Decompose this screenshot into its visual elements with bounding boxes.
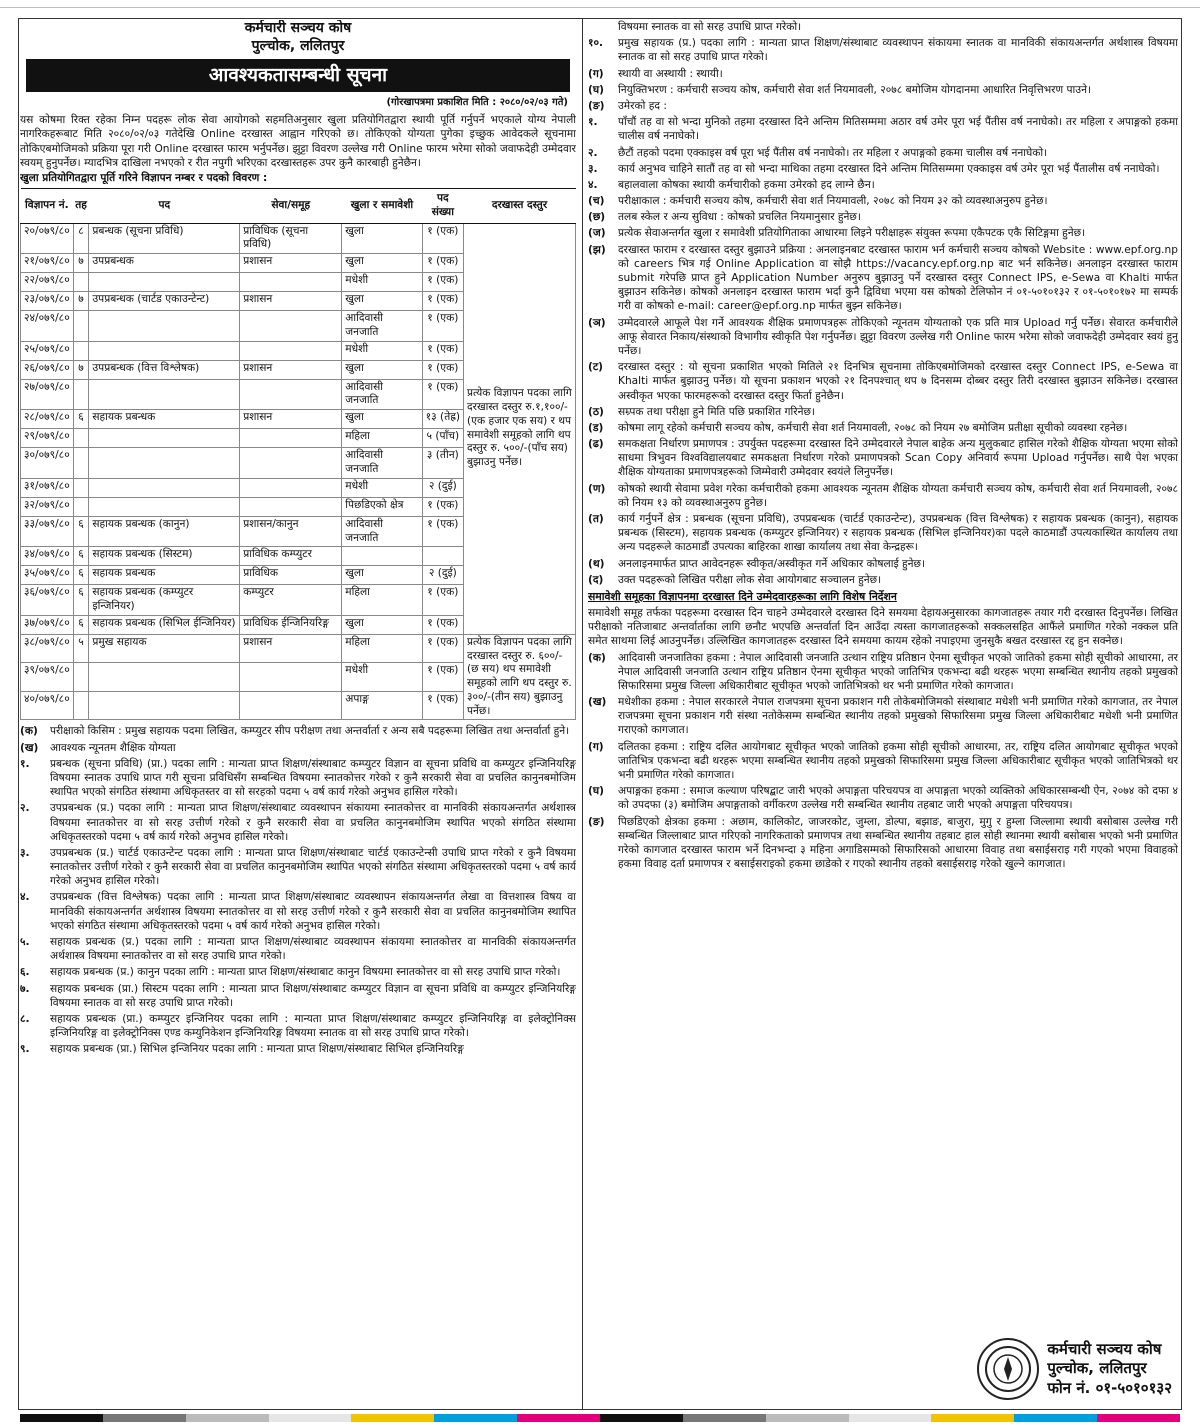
list-item bbox=[588, 210, 1178, 224]
item-number: ३. bbox=[20, 846, 30, 859]
table-cell: ३०/०७९/८० bbox=[21, 448, 74, 479]
item-text: सहायक प्रबन्धक (प्रा.) सिस्टम पदका लागि : मान्यता प्राप्त शिक्षण/संस्थाबाट कम्प्युटर विज्ञान वा सूचना प्रविधि वा कम्प्युटर इन्जिनियरिङ्ग विषयमा स्नातक वा सो सरह उपाधि प्राप्त गरेको। bbox=[50, 982, 576, 1009]
item-number: ६. bbox=[20, 966, 30, 979]
table-cell: उपप्रबन्धक (वित्त विश्लेषक) bbox=[89, 360, 240, 379]
table-cell: ३४/०७९/८० bbox=[21, 547, 74, 566]
org-place: पुल्चोक, ललितपुर bbox=[251, 37, 345, 54]
table-cell bbox=[73, 497, 89, 516]
item-number: (ण) bbox=[588, 482, 606, 495]
item-text: उमेरको हद : bbox=[618, 99, 667, 112]
list-item bbox=[588, 36, 1178, 64]
table-cell: २१/०७९/८० bbox=[21, 254, 74, 273]
table-cell bbox=[73, 311, 89, 342]
table-cell: २९/०७९/८० bbox=[21, 429, 74, 448]
table-cell: १ (एक) bbox=[422, 223, 463, 254]
list-item bbox=[588, 194, 1178, 208]
table-caption: खुला प्रतियोगितद्वारा पूर्ति गरिने विज्ञापन नम्बर र पदको विवरण : bbox=[20, 172, 268, 185]
table-cell: २ (दुई) bbox=[422, 478, 463, 497]
table-cell bbox=[342, 547, 422, 566]
table-cell: ७ bbox=[73, 360, 89, 379]
table-cell bbox=[422, 547, 463, 566]
table-cell bbox=[73, 273, 89, 292]
table-cell: अपाङ्ग bbox=[342, 691, 422, 720]
table-cell bbox=[240, 379, 342, 410]
table-cell: ८ bbox=[73, 223, 89, 254]
item-text: उपप्रबन्धक (वित्त विश्लेषक) पदका लागि : मान्यता प्राप्त शिक्षण/संस्थाबाट व्यवस्थापन संकायअन्तर्गत लेखा वा वित्तशास्त्र विषय वा मानविकी संकायअन्तर्गत अर्थशास्त्र विषयमा स्नातकोत्तर वा सो सरह उत्तीर्ण गरेको र कुनै सरकारी सेवा वा प्रचलित कानुनबमोजिम स्थापित भएको संगठित संस्थामा अधिकृतस्तरको पदमा ५ वर्ष कार्य गरेको अनुभव हासिल गरेको। bbox=[50, 891, 576, 932]
item-text: कार्य गर्नुपर्ने क्षेत्र : प्रबन्धक (सूचना प्रविधि), उपप्रबन्धक (चार्टर्ड एकाउन्टेन्ट), उपप्रबन्धक (वित्त विश्लेषक) र सहायक प्रबन्धक (कानुन), सहायक प्रबन्धक (सिस्टम), सहायक प्रबन्धक (कम्प्युटर इन्जिनियर) र सहायक प्रबन्धक (सिभिल इन्जिनियर)का पदले काठमाडौं उपत्यकास्थित कार्यालय तथा अन्य पदहरूले काठमाडौं उपत्यका बाहिरका शाखा कार्यालय तथा सेवा केन्द्रहरू। bbox=[618, 513, 1178, 554]
item-number: ७. bbox=[20, 982, 30, 995]
special-heading: समावेशी समूहका विज्ञापनमा दरखास्त दिने उम्मेदवारहरूका लागि विशेष निर्देशन bbox=[588, 589, 897, 603]
item-text: मधेशीका हकमा : नेपाल सरकारले नेपाल राजपत्रमा सूचना प्रकाशन गरी तोकेबमोजिमको संस्थाबाट मधेशी भनी प्रमाणित गरेको कागजात, तर नेपाल राजपत्रमा सूचना प्रकाशन गरी संस्था नतोकेसम्म सम्बन्धित स्थानीय तहको प्रमुखको सिफारिसमा प्रमुख जिल्ला अधिकारीबाट मधेशी भनी प्रमाणित गराएको कागजात। bbox=[618, 696, 1178, 737]
table-cell: १ (एक) bbox=[422, 634, 463, 663]
table-header-row bbox=[21, 189, 576, 224]
table-cell: ६ bbox=[73, 566, 89, 585]
table-cell: महिला bbox=[342, 429, 422, 448]
table-cell bbox=[73, 691, 89, 720]
item-number: १. bbox=[588, 116, 598, 129]
table-cell: ३ (तीन) bbox=[422, 448, 463, 479]
table-cell bbox=[73, 478, 89, 497]
table-cell: प्राविधिक कम्प्युटर bbox=[240, 547, 342, 566]
table-cell: ३७/०७९/८० bbox=[21, 615, 74, 634]
table-cell bbox=[240, 478, 342, 497]
item-text: समकक्षता निर्धारण प्रमाणपत्र : उपर्युक्त पदहरूमा दरखास्त दिने उम्मेदवारले नेपाल बाहेक अन्य मुलुकबाट हासिल गरेको शैक्षिक योग्यता भएमा सोको साधमा त्रिभुवन विश्वविद्यालयबाट समकक्षता निर्धारण गरेको प्रमाणपत्रको Scan Copy अनिवार्य रूपमा Upload गर्नुपर्नेछ। साथै पेश भएका शैक्षिक योग्यताका प्रमाणपत्रहरूको जिम्मेवारी उम्मेदवार स्वयंले लिनुपर्नेछ। bbox=[618, 438, 1178, 479]
list-item bbox=[20, 935, 576, 963]
table-cell: ६ bbox=[73, 585, 89, 616]
item-number: (ठ) bbox=[588, 405, 604, 418]
table-cell bbox=[89, 691, 240, 720]
table-cell: ३८/०७९/८० bbox=[21, 634, 74, 663]
table-cell: सहायक प्रबन्धक bbox=[89, 410, 240, 429]
list-item bbox=[20, 982, 576, 1010]
item-text: स्थायी वा अस्थायी : स्थायी। bbox=[618, 67, 723, 80]
list-item bbox=[20, 890, 576, 933]
item-text: अपाङ्गका हकमा : समाज कल्याण परिषद्बाट जारी भएको अपाङ्गता परिचयपत्र वा अपाङ्गता भएको व्यक्तिको अधिकारसम्बन्धी ऐन, २०७४ को दफा ४ को उपदफा (३) बमोजिम अपाङ्गताको वर्गीकरण उल्लेख गरी सम्बन्धित स्थानीय तहबाट जारी भएको अपाङ्गता परिचयपत्र। bbox=[618, 785, 1178, 812]
item-text: सहायक प्रबन्धक (प्र.) पदका लागि : मान्यता प्राप्त शिक्षण/संस्थाबाट व्यवस्थापन संकायमा स्नातकोत्तर वा मानविकी संकायअन्तर्गत अर्थशास्त्र विषयमा स्नातकोत्तर वा सो सरह उपाधि प्राप्त गरेको। bbox=[50, 936, 576, 963]
left-sections bbox=[20, 724, 576, 1056]
list-item bbox=[588, 146, 1178, 160]
item-text: उपप्रबन्धक (प्र.) चार्टर्ड एकाउन्टेन्ट पदका लागि : मान्यता प्राप्त शिक्षण/संस्थाबाट चार्टर्ड एकाउन्टेन्सी उपाधि प्राप्त गरेको र कुनै विषयमा स्नातकोत्तर उत्तीर्ण गरेको र कुनै सरकारी सेवा वा प्रचलित कानुनबमोजिम स्थापित भएको संगठित संस्थामा अधिकृतस्तरको पदमा ५ वर्ष कार्य गरेको अनुभव हासिल गरेको। bbox=[50, 846, 576, 888]
item-number: १. bbox=[20, 757, 30, 770]
table-cell: कम्प्युटर bbox=[240, 585, 342, 616]
table-cell bbox=[89, 448, 240, 479]
item-text: प्रमुख सहायक (प्र.) पदका लागि : मान्यता प्राप्त शिक्षण/संस्थाबाट व्यवस्थापन संकायमा स्नातक वा मानविकी संकायअन्तर्गत अर्थशास्त्र विषयमा स्नातक वा सो सरह उपाधि प्राप्त गरेको। bbox=[618, 37, 1178, 64]
list-item bbox=[588, 437, 1178, 480]
table-cell: १ (एक) bbox=[422, 691, 463, 720]
table-cell: ३९/०७९/८० bbox=[21, 663, 74, 692]
list-item bbox=[588, 316, 1178, 359]
table-cell bbox=[240, 497, 342, 516]
item-number: ४. bbox=[588, 178, 598, 191]
table-cell bbox=[240, 273, 342, 292]
emblem-seal-icon bbox=[977, 1338, 1039, 1400]
table-cell: प्राविधिक ईन्जिनियरिङ्ग bbox=[240, 615, 342, 634]
table-cell: महिला bbox=[342, 634, 422, 663]
table-cell: १३ (तेह्र) bbox=[422, 410, 463, 429]
column-header: सेवा/समूह bbox=[240, 189, 342, 224]
color-swatch bbox=[600, 1414, 683, 1422]
item-number: (ख) bbox=[20, 741, 39, 754]
table-cell: ६ bbox=[73, 516, 89, 547]
table-cell bbox=[240, 663, 342, 692]
table-cell: १ (एक) bbox=[422, 497, 463, 516]
table-cell: १ (एक) bbox=[422, 585, 463, 616]
list-item bbox=[588, 243, 1178, 314]
table-cell bbox=[89, 663, 240, 692]
color-swatch bbox=[186, 1414, 269, 1422]
footer-place: पुल्चोक, ललितपुर bbox=[1047, 1359, 1147, 1378]
column-header: तह bbox=[73, 189, 89, 224]
table-cell bbox=[73, 429, 89, 448]
item-number: (त) bbox=[588, 513, 604, 525]
publish-date: (गोरखापत्रमा प्रकाशित मिति : २०८०/०२/०३ गते) bbox=[386, 96, 568, 108]
item-text: अनलाइनमार्फत प्राप्त आवेदनहरू स्वीकृत/अस्वीकृत गर्ने अधिकार कोषलाई हुनेछ। bbox=[618, 557, 925, 570]
column-header: पद bbox=[89, 189, 240, 224]
table-cell bbox=[89, 341, 240, 360]
table-cell: २६/०७९/८० bbox=[21, 360, 74, 379]
table-cell: खुला bbox=[342, 410, 422, 429]
list-item bbox=[20, 724, 576, 738]
table-cell bbox=[89, 311, 240, 342]
table-cell: महिला bbox=[342, 585, 422, 616]
table-cell: १ (एक) bbox=[422, 311, 463, 342]
table-cell: आदिवासी जनजाति bbox=[342, 448, 422, 479]
item-text: उक्त पदहरूको लिखित परीक्षा लोक सेवा आयोगबाट सञ्चालन हुनेछ। bbox=[618, 573, 882, 586]
footer-org: कर्मचारी सञ्चय कोष bbox=[1047, 1339, 1162, 1358]
item-number: (ङ) bbox=[588, 815, 605, 828]
item-number: (ग) bbox=[588, 740, 604, 753]
intro-paragraph: यस कोषमा रिक्त रहेका निम्न पदहरू लोक सेवा आयोगको सहमतिअनुसार खुला प्रतियोगितद्वारा स्थायी पूर्ति गर्नुपर्ने भएकाले योग्य नेपाली नागरिकहरूबाट मिति २०८०/०२/०३ गतेदेखि Online दरखास्त आह्वान गरिएको छ। तोकिएको योग्यता पुगेका इच्छुक आवेदकले सूचनामा तोकिएबमोजिमको प्रक्रिया पूरा गरी Online दरखास्त फारम भर्नुपर्नेछ। झुट्टा विवरण उल्लेख गरी Online फारम भरेमा सोको जवाफदेही उम्मेदवार स्वयम् हुनुपर्नेछ। म्यादभित्र दाखिला नभएको र रीत नपुगी भरिएका दरखास्तहरू उपर कुनै कारबाही हुनेछैन। bbox=[20, 113, 576, 169]
table-cell: ६ bbox=[73, 547, 89, 566]
table-cell: १ (एक) bbox=[422, 663, 463, 692]
table-cell: ३५/०७९/८० bbox=[21, 566, 74, 585]
table-cell: प्रमुख सहायक bbox=[89, 634, 240, 663]
item-number: २. bbox=[20, 802, 30, 815]
table-cell: प्रशासन/कानुन bbox=[240, 516, 342, 547]
table-cell: प्रशासन bbox=[240, 360, 342, 379]
footer-signature bbox=[977, 1338, 1172, 1400]
list-item bbox=[20, 757, 576, 800]
table-cell: १ (एक) bbox=[422, 615, 463, 634]
item-number: ८. bbox=[20, 1012, 30, 1025]
item-number: (ज) bbox=[588, 227, 606, 240]
color-swatch bbox=[1014, 1414, 1097, 1422]
table-body bbox=[21, 223, 576, 720]
list-item bbox=[20, 846, 576, 889]
table-cell: १ (एक) bbox=[422, 254, 463, 273]
color-swatch bbox=[20, 1414, 103, 1422]
list-item bbox=[588, 512, 1178, 555]
right-column bbox=[588, 20, 1178, 1406]
item-number: (ङ) bbox=[588, 99, 605, 112]
table-cell: खुला bbox=[342, 254, 422, 273]
table-cell: १ (एक) bbox=[422, 341, 463, 360]
table-cell: २२/०७९/८० bbox=[21, 273, 74, 292]
table-cell: ७ bbox=[73, 292, 89, 311]
table-cell: २३/०७९/८० bbox=[21, 292, 74, 311]
table-cell: प्रशासन bbox=[240, 410, 342, 429]
item-number: २. bbox=[588, 146, 598, 159]
table-cell bbox=[240, 341, 342, 360]
item-number: (झ) bbox=[588, 243, 606, 256]
table-cell: पिछडिएको क्षेत्र bbox=[342, 497, 422, 516]
color-swatch bbox=[103, 1414, 186, 1422]
item-number: (ग) bbox=[588, 67, 604, 80]
list-item bbox=[588, 115, 1178, 143]
item-text: परीक्षाकाल : कर्मचारी सञ्चय कोष, कर्मचारी सेवा शर्त नियमावली, २०७८ को नियम ३२ को व्यवस्थाअनुरुप हुनेछ। bbox=[618, 195, 1048, 208]
org-name: कर्मचारी सञ्चय कोष bbox=[244, 20, 352, 36]
item-text: नियुक्तिभरण : कर्मचारी सञ्चय कोष, कर्मचारी सेवा शर्त नियमावली, २०७८ बमोजिम योगदानमा आधारित निवृत्तिभरण पाउने। bbox=[618, 83, 1092, 96]
table-cell: ६ bbox=[73, 615, 89, 634]
item-text: तलब स्केल र अन्य सुविधा : कोषको प्रचलित नियमानुसार हुनेछ। bbox=[618, 211, 861, 224]
item-text: आदिवासी जनजातिका हकमा : नेपाल आदिवासी जनजाति उत्थान राष्ट्रिय प्रतिष्ठान ऐनमा सूचीकृत भएको जातिको हकमा सोही सूचीको आधारमा, तर नेपाल आदिवासी जनजाति उत्थान राष्ट्रिय प्रतिष्ठान ऐनमा सूचीकृत भएको जातिभित्र एकभन्दा बढी थरहरू भएमा सम्बन्धित स्थानीय तहको प्रमुखको सिफारिसमा प्रमुख जिल्ला अधिकारीबाट सूचीकृत भएको जातिभित्रको थर भनी प्रमाणित गरेको कागजात। bbox=[618, 651, 1178, 692]
right-sections bbox=[588, 20, 1178, 587]
list-item bbox=[588, 557, 1178, 571]
list-item bbox=[588, 784, 1178, 812]
item-text: पाँचौं तह वा सो भन्दा मुनिको तहमा दरखास्त दिने अन्तिम मितिसम्ममा अठार वर्ष उमेर पूरा भई पैंतीस वर्ष ननाघेको। तर महिला र अपाङ्गको हकमा चालीस वर्ष ननाघेको। bbox=[618, 116, 1178, 143]
table-cell: खुला bbox=[342, 566, 422, 585]
list-item bbox=[20, 1042, 576, 1056]
item-text: दरखास्त दस्तुर : यो सूचना प्रकाशित भएको मितिले २१ दिनभित्र सूचनामा तोकिएबमोजिमको दरखास्त दस्तुर Connect IPS, e-Sewa वा Khalti मार्फत बुझाउनु पर्नेछ। यो सूचना प्रकाशन भएको २१ दिनपश्चात् थप ७ दिनसम्म दोब्बर दस्तुर तिरी दरखास्त बुझाउन सकिनेछ। दरखास्त अस्वीकृत भएका फारमहरूको दरखास्त दस्तुर फिर्ता हुनेछैन। bbox=[618, 361, 1178, 402]
table-cell: प्रशासन bbox=[240, 254, 342, 273]
item-number: (घ) bbox=[588, 785, 604, 798]
item-number: (थ) bbox=[588, 557, 605, 570]
special-intro: समावेशी समूह तर्फका पदहरूमा दरखास्त दिन चाहने उम्मेदवारले दरखास्त दिने समयमा देहायअनुसारका कागजातहरू तयार गरी दरखास्त दिनुपर्नेछ। लिखित परीक्षाको नतिजाबाट अन्तर्वार्ताका लागि छनौट भएपछि अन्तर्वार्ता दिन आउँदा त्यस्ता कागजातहरूको सक्कलसहित आफैंले प्रमाणित गरेको नक्कल प्रति समेत साथमा लिई आउनुपर्नेछ। उल्लिखित कागजातहरू दरखास्त दिने समयमा कायम रहेको नपाइएमा जुनसुकै बखत दरखास्त रद्द हुन सक्नेछ। bbox=[588, 606, 1178, 648]
table-cell: सहायक प्रबन्धक (कानुन) bbox=[89, 516, 240, 547]
list-item bbox=[588, 360, 1178, 403]
table-cell: ५ bbox=[73, 634, 89, 663]
item-number: (ड) bbox=[588, 421, 604, 434]
list-item bbox=[588, 695, 1178, 738]
table-cell: प्राविधिक bbox=[240, 566, 342, 585]
list-item bbox=[588, 83, 1178, 97]
table-cell: खुला bbox=[342, 223, 422, 254]
table-cell: २०/०७९/८० bbox=[21, 223, 74, 254]
column-header: खुला र समावेशी bbox=[342, 189, 422, 224]
item-text: उपप्रबन्धक (प्र.) पदका लागि : मान्यता प्राप्त शिक्षण/संस्थाबाट व्यवस्थापन संकायमा स्नातकोत्तर वा मानविकी संकायअन्तर्गत अर्थशास्त्र विषयमा स्नातकोत्तर वा सो सरह उत्तीर्ण गरेको र कुनै सरकारी सेवा वा प्रचलित कानुनबमोजिम स्थापित भएको संगठित संस्थामा अधिकृतस्तरको पदमा ५ वर्ष कार्य गरेको अनुभव हासिल गरेको। bbox=[50, 802, 576, 843]
list-item bbox=[588, 815, 1178, 872]
table-cell bbox=[89, 429, 240, 448]
list-item bbox=[588, 740, 1178, 783]
fee-cell: प्रत्येक विज्ञापन पदका लागि दरखास्त दस्तुर रु. ६००/- (छ सय) थप समावेशी समूहको लागि थप दस्तुर रु. ३००/-(तीन सय) बुझाउनु पर्नेछ। bbox=[464, 634, 576, 720]
list-item bbox=[588, 178, 1178, 192]
table-cell: २ (दुई) bbox=[422, 566, 463, 585]
table-cell: ३६/०७९/८० bbox=[21, 585, 74, 616]
table-cell: प्रशासन bbox=[240, 634, 342, 663]
item-number: (छ) bbox=[588, 211, 606, 224]
item-text: विषयमा स्नातक वा सो सरह उपाधि प्राप्त गरेको। bbox=[618, 21, 802, 33]
table-cell: आदिवासी जनजाति bbox=[342, 379, 422, 410]
table-cell: २४/०७९/८० bbox=[21, 311, 74, 342]
list-item bbox=[588, 482, 1178, 510]
item-number: (ञ) bbox=[588, 316, 606, 329]
list-item bbox=[20, 1012, 576, 1040]
item-text: प्रत्येक सेवाअन्तर्गत खुला र समावेशी प्रतियोगिताका आधारमा लिइने परीक्षाहरू संयुक्त रूपमा एकैपटक एकै सिटिङ्गमा हुनेछ। bbox=[618, 227, 1086, 240]
color-swatch bbox=[434, 1414, 517, 1422]
table-cell bbox=[73, 663, 89, 692]
table-cell: मधेशी bbox=[342, 341, 422, 360]
item-text: दलितका हकमा : राष्ट्रिय दलित आयोगबाट सूचीकृत भएको जातिको हकमा सोही सूचीको आधारमा, तर, राष्ट्रिय दलित आयोगबाट सूचीकृत भएको जातिभित्र एकभन्दा बढी थरहरू भएमा सम्बन्धित स्थानीय तहको प्रमुखको सिफारिसमा प्रमुख जिल्ला अधिकारीबाट सूचीकृत भएको जातिभित्रको थर भनी प्रमाणित गरेको कागजात। bbox=[618, 740, 1178, 782]
table-cell bbox=[89, 273, 240, 292]
list-item bbox=[588, 162, 1178, 176]
table-cell: १ (एक) bbox=[422, 360, 463, 379]
item-number: (क) bbox=[588, 651, 606, 664]
table-cell: उपप्रबन्धक bbox=[89, 254, 240, 273]
list-item bbox=[20, 801, 576, 844]
table-cell bbox=[73, 341, 89, 360]
item-text: कोषको स्थायी सेवामा प्रवेश गरेका कर्मचारीको हकमा आवश्यक न्यूनतम शैक्षिक योग्यता कर्मचारी सञ्चय कोष, कर्मचारी सेवा शर्त नियमावली, २०७८ को नियम १३ को व्यवस्थाअनुरुप हुनेछ। bbox=[618, 482, 1178, 509]
top-border bbox=[0, 0, 1200, 8]
table-cell: ६ bbox=[73, 410, 89, 429]
color-swatch bbox=[766, 1414, 849, 1422]
list-item bbox=[588, 405, 1178, 419]
item-text: आवश्यक न्यूनतम शैक्षिक योग्यता bbox=[50, 741, 176, 754]
column-header: पद संख्या bbox=[422, 189, 463, 224]
list-item bbox=[588, 573, 1178, 587]
table-cell: २७/०७९/८० bbox=[21, 379, 74, 410]
color-swatch bbox=[517, 1414, 600, 1422]
color-bar bbox=[20, 1414, 1180, 1422]
item-text: सम्र्पक तथा परीक्षा हुने मिति पछि प्रकाशित गरिनेछ। bbox=[618, 405, 815, 418]
column-divider bbox=[582, 18, 583, 1410]
table-cell: २८/०७९/८० bbox=[21, 410, 74, 429]
item-number: (ख) bbox=[588, 696, 607, 709]
color-swatch bbox=[269, 1414, 352, 1422]
vacancy-table bbox=[20, 188, 576, 720]
table-cell: आदिवासी जनजाति bbox=[342, 311, 422, 342]
item-text: बहालवाला कोषका स्थायी कर्मचारीको हकमा उमेरको हद लाग्ने छैन। bbox=[618, 178, 875, 191]
left-column bbox=[20, 20, 576, 1406]
item-text: परीक्षाको किसिम : प्रमुख सहायक पदमा लिखित, कम्प्युटर सीप परीक्षण तथा अन्तर्वार्ता र अन्य सबै पदहरूमा लिखित तथा अन्तर्वार्ता हुने। bbox=[50, 725, 570, 738]
item-number: ४. bbox=[20, 891, 30, 904]
item-number: (क) bbox=[20, 725, 38, 738]
table-cell: ५ (पाँच) bbox=[422, 429, 463, 448]
table-cell: मधेशी bbox=[342, 663, 422, 692]
item-text: सहायक प्रबन्धक (प्रा.) कम्प्युटर इन्जिनियर पदका लागि : मान्यता प्राप्त शिक्षण/संस्थाबाट कम्प्युटर इन्जिनियरिङ्ग वा इलेक्ट्रोनिक्स इन्जिनियरिङ्ग वा इलेक्ट्रोनिक्स एण्ड कम्युनिकेशन इन्जिनियरिङ्ग विषयमा स्नातक वा सो सरह उपाधि प्राप्त गरेको। bbox=[50, 1012, 576, 1040]
table-cell bbox=[89, 478, 240, 497]
color-swatch bbox=[931, 1414, 1014, 1422]
table-cell: प्रशासन bbox=[240, 292, 342, 311]
item-number: (च) bbox=[588, 195, 605, 208]
table-cell: मधेशी bbox=[342, 478, 422, 497]
item-text: सहायक प्रबन्धक (प्र.) कानुन पदका लागि : मान्यता प्राप्त शिक्षण/संस्थाबाट कानुन विषयमा स्नातकोत्तर वा सो सरह उपाधि प्राप्त गरेको। bbox=[50, 966, 561, 979]
table-cell: खुला bbox=[342, 615, 422, 634]
table-cell bbox=[73, 379, 89, 410]
table-cell bbox=[73, 448, 89, 479]
special-sections bbox=[588, 651, 1178, 872]
item-number: ३. bbox=[588, 162, 598, 175]
table-cell: १ (एक) bbox=[422, 273, 463, 292]
table-cell: प्रबन्धक (सूचना प्रविधि) bbox=[89, 223, 240, 254]
color-swatch bbox=[849, 1414, 932, 1422]
column-header: विज्ञापन नं. bbox=[21, 189, 74, 224]
table-cell bbox=[89, 379, 240, 410]
list-item bbox=[588, 67, 1178, 81]
item-number: (द) bbox=[588, 573, 604, 586]
table-cell: सहायक प्रबन्धक (सिस्टम) bbox=[89, 547, 240, 566]
item-text: पिछडिएको क्षेत्रका हकमा : अछाम, कालिकोट, जाजरकोट, जुम्ला, डोल्पा, बझाङ, बाजुरा, मुगु र हुम्ला जिल्लामा स्थायी बसोबास उल्लेख गरी सम्बन्धित जिल्लाबाट प्राप्त गरिएको नागरिकताको प्रमाणपत्र तथा सम्बन्धित स्थानीय तहबाट हाल सोही स्थानमा स्थायी बसोबास भएको भनी प्रमाणित गरेको कागजात दरखास्त फाराम भर्ने दिनभन्दा ३ महिना अगाडिसम्मको सिफारिसको आधारमा विवाह तथा बसाईसराइ गरी गएको भएमा विवाहको हकमा विवाह दर्ता प्रमाणपत्र र बसाईसराइको हकमा छाडेको र गएको स्थानीय तहको बसाईसराइ गरेको खुल्ने कागजात। bbox=[618, 815, 1178, 871]
item-text: छैटौं तहको पदमा एक्काइस वर्ष पूरा भई पैंतीस वर्ष ननाघेको। तर महिला र अपाङ्गको हकमा चालीस वर्ष ननाघेको। bbox=[618, 146, 1048, 159]
table-cell: १ (एक) bbox=[422, 379, 463, 410]
table-cell: सहायक प्रबन्धक (कम्प्युटर इन्जिनियर) bbox=[89, 585, 240, 616]
table-cell: ३३/०७९/८० bbox=[21, 516, 74, 547]
table-cell: सहायक प्रबन्धक bbox=[89, 566, 240, 585]
notice-header bbox=[20, 20, 576, 55]
list-item bbox=[588, 99, 1178, 113]
table-cell bbox=[240, 691, 342, 720]
fee-cell: प्रत्येक विज्ञापन पदका लागि दरखास्त दस्तुर रु.१,१००/-(एक हजार एक सय) र थप समावेशी समूहको लागि थप दस्तुर रु. ५००/-(पाँच सय) बुझाउनु पर्नेछ। bbox=[464, 223, 576, 634]
list-item bbox=[20, 741, 576, 755]
list-item bbox=[588, 20, 1178, 34]
table-cell: आदिवासी जनजाति bbox=[342, 516, 422, 547]
footer-phone: फोन नं. ०१-५०१०१३२ bbox=[1047, 1378, 1172, 1397]
item-number: ९. bbox=[20, 1043, 30, 1056]
table-cell bbox=[240, 448, 342, 479]
table-cell: १ (एक) bbox=[422, 516, 463, 547]
list-item bbox=[588, 651, 1178, 694]
table-cell: ४०/०७९/८० bbox=[21, 691, 74, 720]
item-text: उम्मेदवारले आफूले पेश गर्ने आवश्यक शैक्षिक प्रमाणपत्रहरू तोकिएको न्यूनतम योग्यताको एक प्रति मात्र Upload गर्नु पर्नेछ। सेवारत कर्मचारीले आफू सेवारत निकाय/संस्थाको विभागीय स्वीकृति पेश गर्नुपर्नेछ। झुट्टा विवरण उल्लेख गरी Online फारम भरेमा सोको जवाफदेही उम्मेदवार स्वयं हुनु पर्नेछ। bbox=[618, 316, 1178, 357]
table-cell: खुला bbox=[342, 292, 422, 311]
table-cell: उपप्रबन्धक (चार्टड एकाउन्टेन्ट) bbox=[89, 292, 240, 311]
table-cell: खुला bbox=[342, 360, 422, 379]
item-number: (घ) bbox=[588, 83, 604, 96]
table-cell: ३१/०७९/८० bbox=[21, 478, 74, 497]
color-swatch bbox=[1097, 1414, 1180, 1422]
table-row bbox=[21, 634, 576, 663]
list-item bbox=[588, 421, 1178, 435]
table-cell: ३२/०७९/८० bbox=[21, 497, 74, 516]
table-cell: मधेशी bbox=[342, 273, 422, 292]
table-cell: १ (एक) bbox=[422, 292, 463, 311]
item-number: (ढ) bbox=[588, 438, 604, 451]
table-cell: ७ bbox=[73, 254, 89, 273]
color-swatch bbox=[683, 1414, 766, 1422]
table-cell: सहायक प्रबन्धक (सिभिल ईन्जिनियर) bbox=[89, 615, 240, 634]
table-cell bbox=[240, 429, 342, 448]
table-cell bbox=[89, 497, 240, 516]
item-number: ५. bbox=[20, 936, 30, 949]
item-text: कोषमा लागू रहेको कर्मचारी सञ्चय कोष, कर्मचारी सेवा शर्त नियमावली, २०७८ को नियम २७ बमोजिम प्रतीक्षा सूचीको व्यवस्था रहनेछ। bbox=[618, 421, 1128, 434]
notice-title: आवश्यकतासम्बन्धी सूचना bbox=[26, 59, 570, 92]
list-item bbox=[588, 226, 1178, 240]
table-cell bbox=[240, 311, 342, 342]
item-number bbox=[588, 20, 614, 34]
list-item bbox=[20, 965, 576, 979]
item-text: कार्य अनुभव चाहिने सातौं तह वा सो भन्दा माथिका तहमा दरखास्त दिने अन्तिम मितिसम्ममा एक्काइस वर्ष उमेर पूरा भई पैंतालीस वर्ष ननाघेको। bbox=[618, 162, 1160, 175]
table-cell: प्राविधिक (सूचना प्रविधि) bbox=[240, 223, 342, 254]
item-number: १०. bbox=[588, 37, 604, 50]
column-header: दरखास्त दस्तुर bbox=[464, 189, 576, 224]
item-text: दरखास्त फाराम र दरखास्त दस्तुर बुझाउने प्रक्रिया : अनलाइनबाट दरखास्त फाराम भर्न कर्मचारी सञ्चय कोषको Website : www.epf.org.np को careers भित्र गई Online Application वा सोझै https://vacancy.epf.org.np बाट भर्न सकिनेछ। अनलाइन दरखास्त फाराम submit गरेपछि प्राप्त हुने Application Number अनुरुप बुझाउनु पर्ने दरखास्त दस्तुर Connect IPS, e-Sewa वा Khalti मार्फत बुझाउन सकिनेछ। कोषको अनलाइन दरखास्त फाराम भर्दा कुनै द्विविधा भएमा यस कोषको टेलिफोन नं ०१-५०१०१३२ र ०१-५०१०१७२ मा सम्पर्क गरी वा कोषको e-mail: career@epf.org.np मार्फत बुझ्न सकिनेछ। bbox=[618, 243, 1178, 313]
item-text: सहायक प्रबन्धक (प्रा.) सिभिल इन्जिनियर पदका लागि : मान्यता प्राप्त शिक्षण/संस्थाबाट सिभिल इन्जिनियरिङ्ग bbox=[50, 1043, 464, 1056]
table-cell: २५/०७९/८० bbox=[21, 341, 74, 360]
item-text: प्रबन्धक (सूचना प्रविधि) (प्रा.) पदका लागि : मान्यता प्राप्त शिक्षण/संस्थाबाट कम्प्युटर विज्ञान वा सूचना प्रविधि वा कम्प्युटर इन्जिनियरिङ्ग विषयमा स्नातक उपाधि प्राप्त गरी सूचना प्रविधिसँग सम्बन्धित विषयमा स्नातकोत्तर गरेको र कुनै सरकारी सेवा वा प्रचलित कानुनबमोजिम स्थापित भएको संगठित संस्थामा अधिकृतस्तर वा सो सरहको पदमा ५ वर्ष कार्य गरेको अनुभव हासिल गरेको। bbox=[50, 757, 576, 799]
item-number: (ट) bbox=[588, 361, 604, 374]
table-row bbox=[21, 223, 576, 254]
color-swatch bbox=[351, 1414, 434, 1422]
